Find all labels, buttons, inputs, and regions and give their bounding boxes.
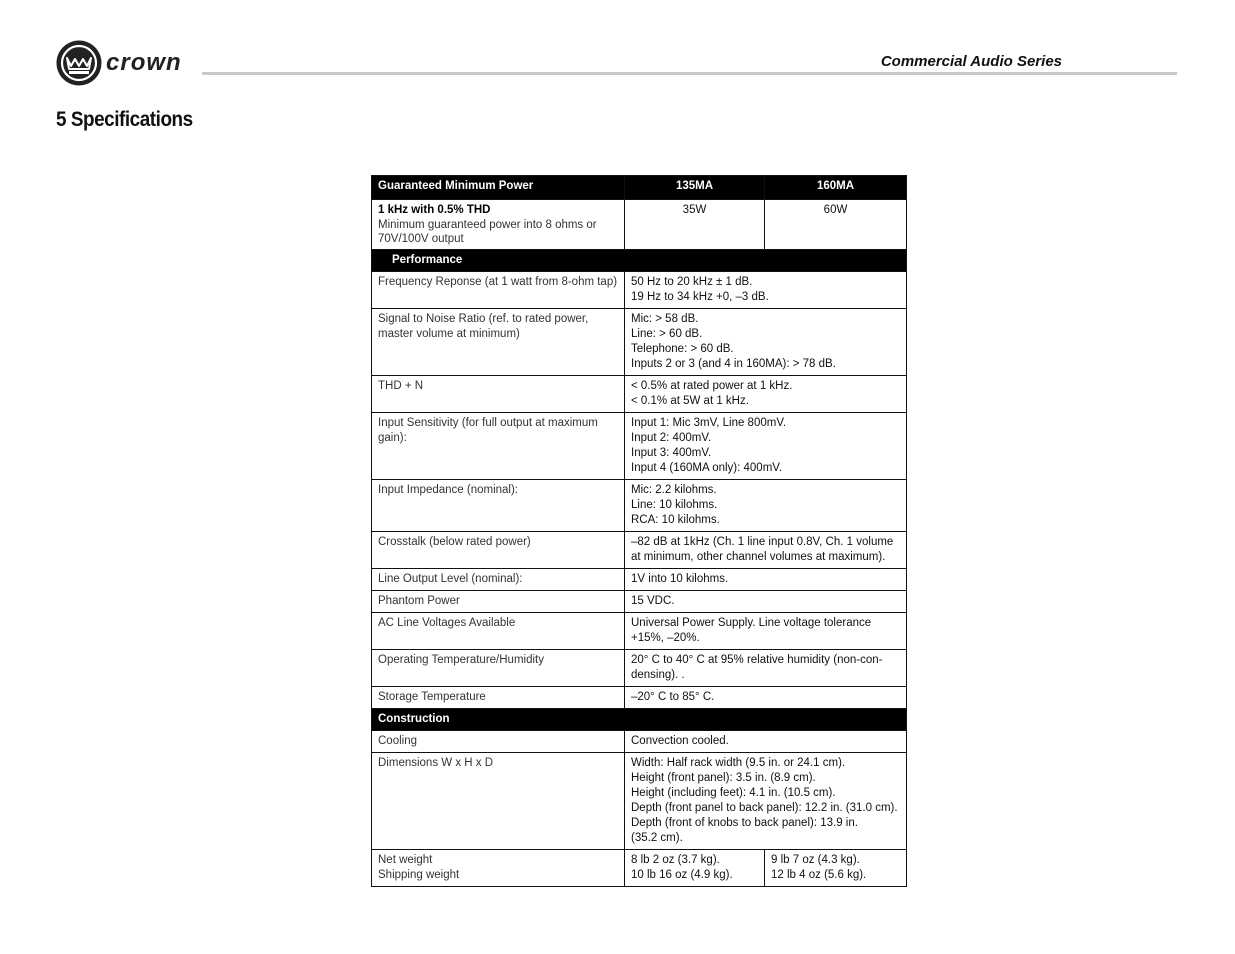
spec-value-line: Mic: > 58 dB. [631,313,699,325]
spec-value-line: Height (including feet): 4.1 in. (10.5 cm). [631,787,836,799]
spec-label: Input Sensitivity (for full output at maximum gain): [372,413,625,480]
spec-row [372,569,907,591]
spec-row [372,272,907,309]
spec-value-line: Inputs 2 or 3 (and 4 in 160MA): > 78 dB. [631,358,836,370]
spec-value-line: Line: 10 kilohms. [631,499,718,511]
table-header-row [372,176,907,200]
spec-row [372,753,907,850]
performance-rows [372,272,907,709]
spec-label: Input Impedance (nominal): [372,480,625,532]
spec-value-line: Height (front panel): 3.5 in. (8.9 cm). [631,772,816,784]
spec-value [625,309,907,376]
spec-label: Cooling [372,731,625,753]
spec-value-line: –82 dB at 1kHz (Ch. 1 line input 0.8V, Ch. 1 volume at minimum, other channel volumes at maximum). [631,536,897,563]
svg-text:crown: crown [106,49,182,76]
spec-value [625,687,907,709]
spec-value-line: Input 1: Mic 3mV, Line 800mV. [631,417,787,429]
spec-value-line: Input 4 (160MA only): 400mV. [631,462,783,474]
spec-value [625,613,907,650]
spec-value-line: (35.2 cm). [631,832,683,844]
section-row-construction [372,709,907,731]
header-model-160ma: 160MA [765,176,907,200]
spec-value [625,480,907,532]
spec-value-line: Universal Power Supply. Line voltage tolerance +15%, –20%. [631,617,875,644]
power-condition: 1 kHz with 0.5% THD [378,204,491,216]
power-value-160ma: 60W [765,200,907,250]
spec-label: Operating Temperature/Humidity [372,650,625,687]
net-weight-label: Net weight [378,854,433,866]
spec-row [372,650,907,687]
power-note: Minimum guaranteed power into 8 ohms or 70V/100V output [378,219,600,245]
spec-label: Storage Temperature [372,687,625,709]
construction-rows [372,731,907,850]
spec-label: Line Output Level (nominal): [372,569,625,591]
spec-value-line: Line: > 60 dB. [631,328,703,340]
spec-label: Signal to Noise Ratio (ref. to rated power, master volume at minimum) [372,309,625,376]
spec-value-line: < 0.5% at rated power at 1 kHz. [631,380,793,392]
spec-value-line: Depth (front panel to back panel): 12.2 in. (31.0 cm). [631,802,898,814]
spec-row [372,309,907,376]
spec-label: THD + N [372,376,625,413]
spec-value-line: 50 Hz to 20 kHz ± 1 dB. [631,276,753,288]
weight-135ma [625,850,765,887]
spec-value-line: Mic: 2.2 kilohms. [631,484,717,496]
shipping-weight-label: Shipping weight [378,869,460,881]
net-weight-160ma: 9 lb 7 oz (4.3 kg). [771,854,860,866]
spec-value-line: Telephone: > 60 dB. [631,343,734,355]
weight-row [372,850,907,887]
power-row [372,200,907,250]
weight-160ma [765,850,907,887]
power-value-135ma: 35W [625,200,765,250]
spec-row [372,480,907,532]
crown-logo-icon [55,39,103,87]
shipping-weight-135ma: 10 lb 16 oz (4.9 kg). [631,869,733,881]
spec-value [625,591,907,613]
spec-value [625,272,907,309]
section-performance-title: Performance [372,250,907,272]
crown-wordmark [106,49,202,77]
spec-row [372,591,907,613]
page-title: 5 Specifications [56,108,193,131]
spec-value-line: 19 Hz to 34 kHz +0, –3 dB. [631,291,769,303]
header-rule [202,72,1177,75]
spec-label: Crosstalk (below rated power) [372,532,625,569]
spec-value-line: –20° C to 85° C. [631,691,715,703]
header-model-135ma: 135MA [625,176,765,200]
spec-value-line: RCA: 10 kilohms. [631,514,720,526]
spec-label: Phantom Power [372,591,625,613]
shipping-weight-160ma: 12 lb 4 oz (5.6 kg). [771,869,867,881]
spec-value-line: < 0.1% at 5W at 1 kHz. [631,395,749,407]
power-label [372,200,625,250]
spec-label: Dimensions W x H x D [372,753,625,850]
spec-value [625,650,907,687]
header-label: Guaranteed Minimum Power [372,176,625,200]
section-construction-title: Construction [372,709,907,731]
spec-value-line: Input 3: 400mV. [631,447,712,459]
spec-row [372,613,907,650]
spec-row [372,731,907,753]
spec-value [625,413,907,480]
spec-value [625,376,907,413]
spec-value [625,569,907,591]
spec-value-line: Convection cooled. [631,735,729,747]
specifications-table [371,175,907,887]
weight-labels [372,850,625,887]
spec-row [372,413,907,480]
spec-value-line: Input 2: 400mV. [631,432,712,444]
spec-value-line: 20° C to 40° C at 95% relative humidity (non-con-densing). . [631,654,883,681]
spec-value-line: 15 VDC. [631,595,675,607]
spec-value [625,532,907,569]
series-title: Commercial Audio Series [880,53,1062,70]
spec-row [372,376,907,413]
spec-value [625,753,907,850]
spec-row [372,687,907,709]
spec-value [625,731,907,753]
spec-value-line: Depth (front of knobs to back panel): 13.9 in. [631,817,858,829]
net-weight-135ma: 8 lb 2 oz (3.7 kg). [631,854,720,866]
section-row-performance [372,250,907,272]
spec-value-line: 1V into 10 kilohms. [631,573,729,585]
spec-label: Frequency Reponse (at 1 watt from 8-ohm tap) [372,272,625,309]
spec-value-line: Width: Half rack width (9.5 in. or 24.1 cm). [631,757,846,769]
spec-label: AC Line Voltages Available [372,613,625,650]
spec-row [372,532,907,569]
